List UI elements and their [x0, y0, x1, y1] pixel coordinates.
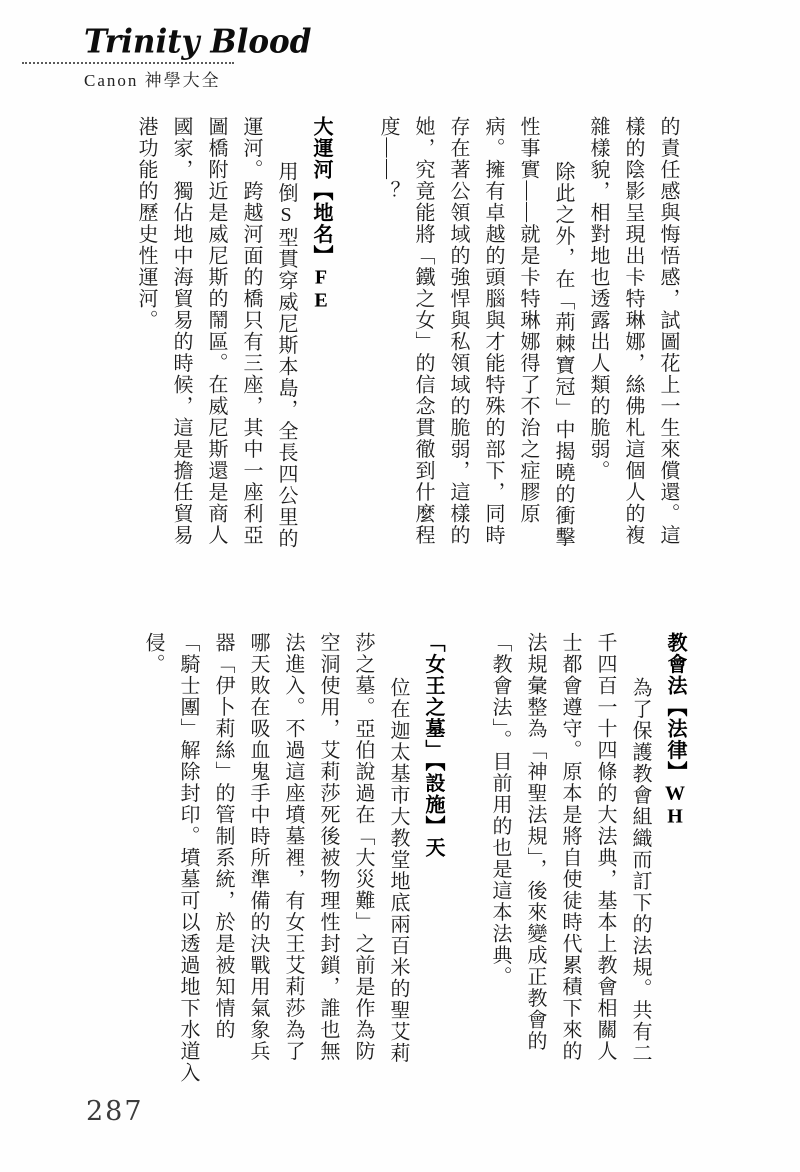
text-band-bottom [135, 632, 692, 1084]
text-column: 為了保護教會組織而訂下的法規。共有二 [629, 677, 651, 1064]
text-column: 空洞使用，艾莉莎死後被物理性封鎖，誰也無 [317, 632, 339, 1062]
entry-heading-column: 教會法【法律】WH [664, 632, 686, 829]
text-column: 士都會遵守。原本是將自使徒時代累積下來的 [559, 632, 581, 1062]
text-column: 度——？ [377, 116, 399, 202]
text-column: 病。擁有卓越的頭腦與才能特殊的部下，同時 [482, 116, 504, 546]
text-column: 圖橋附近是威尼斯的鬧區。在威尼斯還是商人 [205, 116, 227, 546]
text-column: 樣的陰影呈現出卡特琳娜，絲佛札這個人的複 [622, 116, 644, 546]
text-column: 運河。跨越河面的橋只有三座，其中一座利亞 [240, 116, 262, 546]
text-column: 性事實——就是卡特琳娜得了不治之症膠原 [517, 116, 539, 525]
book-subtitle: Canon 神學大全 [84, 71, 221, 90]
text-column: 用倒S型貫穿威尼斯本島，全長四公里的 [275, 161, 297, 550]
entry-heading-column: 大運河【地名】FE [310, 116, 332, 313]
text-column: 「教會法」。目前用的也是這本法典。 [489, 632, 511, 988]
page-number: 287 [86, 1096, 144, 1127]
series-logo-title: Trinity Blood [84, 23, 312, 61]
text-column: 千四百一十四條的大法典，基本上教會相關人 [594, 632, 616, 1062]
text-column: 位在迦太基市大教堂地底兩百米的聖艾莉 [387, 677, 409, 1064]
entry-heading-column: 「女王之墓」【設施】天 [422, 632, 444, 859]
text-column: 她，究竟能將「鐵之女」的信念貫徹到什麼程 [412, 116, 434, 546]
header-dotted-rule [22, 62, 234, 64]
text-column: 國家，獨佔地中海貿易的時候，這是擔任貿易 [170, 116, 192, 546]
text-column: 器「伊卜莉絲」的管制系統，於是被知情的 [212, 632, 234, 1041]
text-column: 除此之外，在「荊棘寶冠」中揭曉的衝擊 [552, 161, 574, 548]
text-column: 法規彙整為「神聖法規」，後來變成正教會的 [524, 632, 546, 1052]
latin-code: WH [664, 782, 686, 829]
text-column: 港功能的歷史性運河。 [135, 116, 157, 331]
latin-code: FE [310, 266, 332, 313]
text-band-top [128, 116, 685, 568]
text-column: 莎之墓。亞伯說過在「大災難」之前是作為防 [352, 632, 374, 1062]
text-column: 的責任感與悔悟感，試圖花上一生來償還。這 [657, 116, 679, 546]
text-column: 雜樣貌，相對地也透露出人類的脆弱。 [587, 116, 609, 482]
text-column: 哪天敗在吸血鬼手中時所準備的決戰用氣象兵 [247, 632, 269, 1062]
text-column: 法進入。不過這座墳墓裡，有女王艾莉莎為了 [282, 632, 304, 1062]
text-column: 存在著公領域的強悍與私領域的脆弱，這樣的 [447, 116, 469, 546]
text-column: 「騎士團」解除封印。墳墓可以透過地下水道入 [177, 632, 199, 1084]
text-column: 侵。 [142, 632, 164, 675]
latin-code: S [275, 204, 297, 227]
